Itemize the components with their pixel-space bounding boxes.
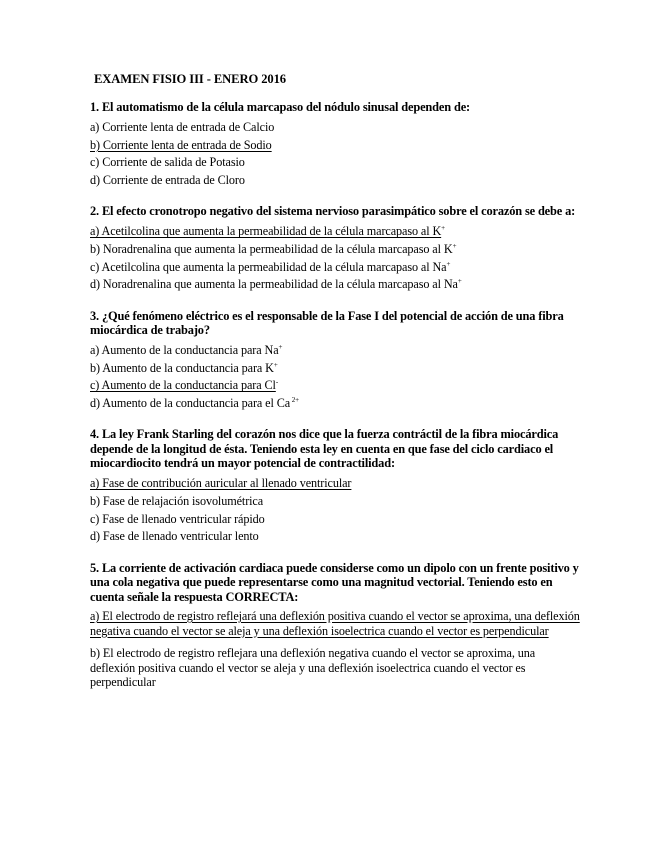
option-b: b) El electrodo de registro reflejara una deflexión negativa cuando el vector se aproxima, una deflexión positiva cuando el vector se aleja y una deflexión isoelectrica cuando el vector es perpendicular <box>90 646 536 689</box>
exam-page <box>90 72 580 706</box>
option-b: b) Corriente lenta de entrada de Sodio <box>90 137 272 152</box>
question-5 <box>90 561 580 691</box>
option-c: c) Fase de llenado ventricular rápido <box>90 511 265 526</box>
option-c: c) Aumento de la conductancia para Cl- <box>90 378 279 393</box>
option-b: b) Aumento de la conductancia para K+ <box>90 360 278 375</box>
question-text: 3. ¿Qué fenómeno eléctrico es el responsable de la Fase I del potencial de acción de una fibra miocárdica de trabajo? <box>90 308 564 337</box>
option-a: a) Acetilcolina que aumenta la permeabilidad de la célula marcapaso al K+ <box>90 224 446 239</box>
option-a: a) Fase de contribución auricular al llenado ventricular <box>90 476 352 491</box>
question-1 <box>90 100 580 189</box>
question-text: 5. La corriente de activación cardiaca puede considerse como un dipolo con un frente positivo y una cola negativa que puede representarse como una magnitud vectorial. Teniendo esto en cuenta señale la respuesta CORRECTA: <box>90 560 579 604</box>
option-a: a) El electrodo de registro reflejará una deflexión positiva cuando el vector se aproxima, una deflexión negativa cuando el vector se aleja y una deflexión isoelectrica cuando el vector es perpendicular <box>90 609 580 638</box>
option-d: d) Corriente de entrada de Cloro <box>90 173 245 188</box>
option-a: a) Aumento de la conductancia para Na+ <box>90 343 283 358</box>
question-3 <box>90 309 580 413</box>
option-d: d) Aumento de la conductancia para el Ca $^{2+}$ <box>90 396 299 411</box>
option-b: b) Fase de relajación isovolumétrica <box>90 494 264 509</box>
question-4 <box>90 427 580 545</box>
question-text: 4. La ley Frank Starling del corazón nos dice que la fuerza contráctil de la fibra miocárdica depende de la longitud de ésta. Teniendo esta ley en cuenta en que fase del ciclo cardiaco el miocardiocito tendrá un mayor potencial de contractilidad: <box>90 427 559 471</box>
option-d: d) Fase de llenado ventricular lento <box>90 529 259 544</box>
option-b: b) Noradrenalina que aumenta la permeabilidad de la célula marcapaso al K+ <box>90 242 457 257</box>
exam-title: EXAMEN FISIO III - ENERO 2016 <box>94 72 286 86</box>
option-d: d) Noradrenalina que aumenta la permeabilidad de la célula marcapaso al Na+ <box>90 277 462 292</box>
question-2 <box>90 204 580 293</box>
option-a: a) Corriente lenta de entrada de Calcio <box>90 120 275 135</box>
option-c: c) Corriente de salida de Potasio <box>90 155 245 170</box>
question-text: 1. El automatismo de la célula marcapaso del nódulo sinusal dependen de: <box>90 100 471 114</box>
question-text: 2. El efecto cronotropo negativo del sistema nervioso parasimpático sobre el corazón se debe a: <box>90 204 576 219</box>
option-c: c) Acetilcolina que aumenta la permeabilidad de la célula marcapaso al Na+ <box>90 259 451 274</box>
